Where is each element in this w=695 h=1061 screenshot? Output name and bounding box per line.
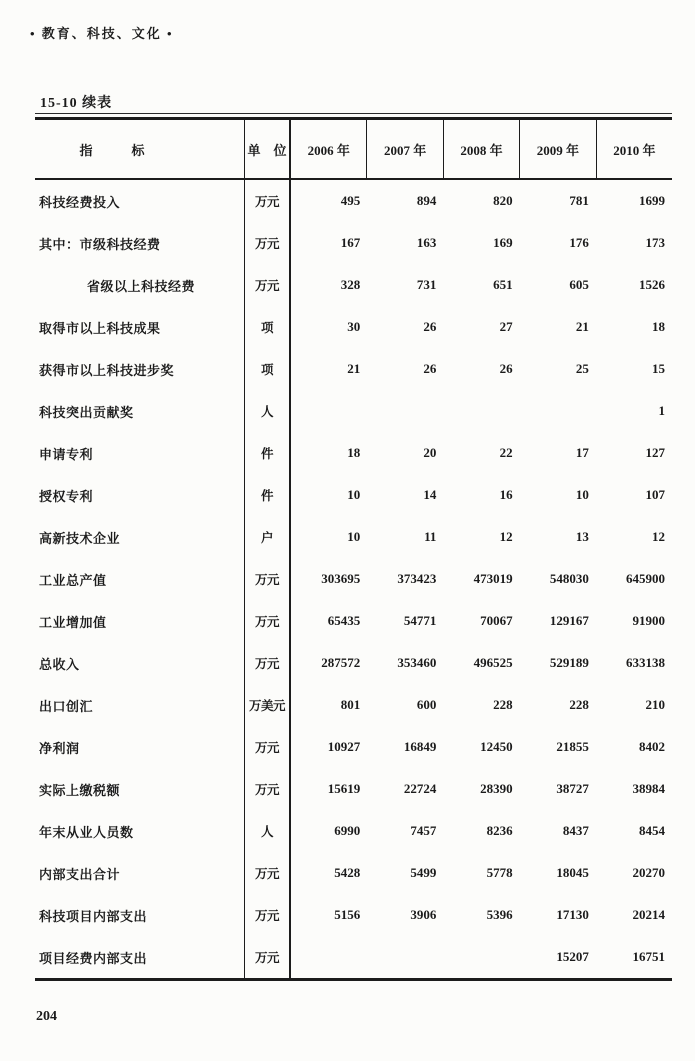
table-row <box>35 894 672 936</box>
value-cell: 605 <box>569 277 589 292</box>
unit-cell: 万美元 <box>245 684 291 726</box>
table-row <box>35 600 672 642</box>
value-cell: 1 <box>658 403 666 418</box>
value-cell: 26 <box>423 319 437 334</box>
table-row <box>35 936 672 978</box>
value-cell: 8437 <box>562 823 589 838</box>
table-row <box>35 180 672 222</box>
value-cell: 16 <box>499 487 513 502</box>
value-cell: 17 <box>575 445 589 460</box>
value-cell: 10 <box>347 487 361 502</box>
value-cell: 65435 <box>327 613 361 628</box>
table-row <box>35 768 672 810</box>
value-cell: 5428 <box>334 865 361 880</box>
indicator-cell: 科技项目内部支出 <box>35 894 245 936</box>
value-cell: 495 <box>340 193 361 208</box>
value-cell: 5396 <box>486 907 513 922</box>
value-cell: 633138 <box>626 655 666 670</box>
value-cell: 228 <box>493 697 513 712</box>
table-title: 15-10 续表 <box>40 96 113 111</box>
value-cell: 22 <box>499 445 513 460</box>
value-cell: 820 <box>493 193 513 208</box>
value-cell: 176 <box>569 235 589 250</box>
header-unit: 单 位 <box>245 120 291 178</box>
value-cell: 529189 <box>549 655 589 670</box>
table-row <box>35 684 672 726</box>
value-cell: 169 <box>493 235 513 250</box>
unit-cell: 项 <box>245 348 291 390</box>
value-cell: 38984 <box>632 781 666 796</box>
indicator-cell: 科技经费投入 <box>35 180 245 222</box>
unit-cell: 万元 <box>245 936 291 978</box>
value-cell <box>443 936 519 978</box>
value-cell: 21 <box>347 361 361 376</box>
indicator-cell: 授权专利 <box>35 474 245 516</box>
value-cell: 5778 <box>486 865 513 880</box>
value-cell: 15619 <box>327 781 361 796</box>
value-cell: 894 <box>416 193 437 208</box>
value-cell: 1699 <box>639 193 666 208</box>
unit-cell: 户 <box>245 516 291 558</box>
value-cell: 8454 <box>639 823 666 838</box>
header-year-2006: 2006 年 <box>291 120 367 178</box>
value-cell: 731 <box>416 277 437 292</box>
unit-cell: 万元 <box>245 222 291 264</box>
value-cell: 18 <box>652 319 666 334</box>
header-year-2010: 2010 年 <box>613 142 656 158</box>
indicator-cell: 出口创汇 <box>35 684 245 726</box>
value-cell: 353460 <box>397 655 437 670</box>
table-row <box>35 810 672 852</box>
value-cell: 163 <box>416 235 437 250</box>
unit-cell: 万元 <box>245 600 291 642</box>
indicator-cell: 内部支出合计 <box>35 852 245 894</box>
value-cell: 15207 <box>556 949 589 964</box>
table-row <box>35 726 672 768</box>
value-cell: 8236 <box>486 823 513 838</box>
value-cell: 16751 <box>632 949 666 964</box>
unit-cell: 万元 <box>245 180 291 222</box>
value-cell: 228 <box>569 697 589 712</box>
value-cell: 210 <box>645 697 666 712</box>
value-cell: 20 <box>423 445 437 460</box>
value-cell <box>291 936 367 978</box>
value-cell: 107 <box>645 487 666 502</box>
indicator-cell: 项目经费内部支出 <box>35 936 245 978</box>
value-cell: 21855 <box>556 739 589 754</box>
table-row <box>35 558 672 600</box>
value-cell: 12 <box>499 529 513 544</box>
value-cell: 651 <box>493 277 513 292</box>
indicator-cell: 申请专利 <box>35 432 245 474</box>
value-cell: 22724 <box>403 781 437 796</box>
value-cell: 21 <box>575 319 589 334</box>
table-row <box>35 474 672 516</box>
unit-cell: 项 <box>245 306 291 348</box>
value-cell: 6990 <box>334 823 361 838</box>
value-cell: 91900 <box>632 613 666 628</box>
value-cell: 17130 <box>556 907 589 922</box>
indicator-cell: 工业增加值 <box>35 600 245 642</box>
value-cell: 70067 <box>480 613 513 628</box>
unit-cell: 件 <box>245 432 291 474</box>
header-year-2009: 2009 年 <box>520 120 596 178</box>
indicator-cell: 科技突出贡献奖 <box>35 390 245 432</box>
table-row <box>35 390 672 432</box>
value-cell <box>443 390 519 432</box>
header-indicator: 指 标 <box>35 120 245 178</box>
indicator-cell: 实际上缴税额 <box>35 768 245 810</box>
unit-cell: 万元 <box>245 726 291 768</box>
unit-cell: 万元 <box>245 894 291 936</box>
table-header-row <box>35 120 672 180</box>
value-cell: 373423 <box>397 571 437 586</box>
value-cell: 7457 <box>410 823 437 838</box>
indicator-cell: 高新技术企业 <box>35 516 245 558</box>
value-cell <box>367 390 443 432</box>
header-year-2008: 2008 年 <box>444 120 520 178</box>
value-cell: 54771 <box>403 613 437 628</box>
indicator-cell: 获得市以上科技进步奖 <box>35 348 245 390</box>
table-row <box>35 264 672 306</box>
unit-cell: 人 <box>245 390 291 432</box>
value-cell: 26 <box>499 361 513 376</box>
indicator-cell: 年末从业人员数 <box>35 810 245 852</box>
running-head: • 教育、科技、文化 • <box>30 26 174 41</box>
value-cell: 15 <box>652 361 666 376</box>
value-cell: 328 <box>340 277 361 292</box>
indicator-cell: 省级以上科技经费 <box>35 264 245 306</box>
page-number: 204 <box>36 1009 57 1024</box>
value-cell: 173 <box>645 235 666 250</box>
table-row <box>35 306 672 348</box>
value-cell: 18 <box>347 445 361 460</box>
table-row <box>35 852 672 894</box>
value-cell: 1526 <box>639 277 666 292</box>
value-cell: 129167 <box>549 613 589 628</box>
value-cell: 5499 <box>410 865 437 880</box>
value-cell: 167 <box>340 235 361 250</box>
unit-cell: 件 <box>245 474 291 516</box>
value-cell: 548030 <box>549 571 589 586</box>
value-cell: 12 <box>652 529 666 544</box>
value-cell <box>367 936 443 978</box>
value-cell: 26 <box>423 361 437 376</box>
table-row <box>35 432 672 474</box>
table-row <box>35 348 672 390</box>
indicator-cell: 其中：市级科技经费 <box>35 222 245 264</box>
unit-cell: 万元 <box>245 558 291 600</box>
unit-cell: 万元 <box>245 852 291 894</box>
value-cell: 27 <box>499 319 513 334</box>
value-cell: 28390 <box>480 781 513 796</box>
value-cell <box>291 390 367 432</box>
header-year-2007: 2007 年 <box>367 120 443 178</box>
value-cell: 473019 <box>473 571 513 586</box>
table-body <box>35 180 672 978</box>
value-cell: 8402 <box>639 739 666 754</box>
value-cell: 10 <box>575 487 589 502</box>
table-row <box>35 222 672 264</box>
unit-cell: 万元 <box>245 642 291 684</box>
value-cell: 496525 <box>473 655 513 670</box>
value-cell: 18045 <box>556 865 589 880</box>
value-cell: 13 <box>575 529 589 544</box>
unit-cell: 万元 <box>245 264 291 306</box>
statistics-table <box>35 117 672 981</box>
value-cell: 20270 <box>632 865 666 880</box>
indicator-cell: 取得市以上科技成果 <box>35 306 245 348</box>
value-cell <box>520 390 596 432</box>
value-cell: 600 <box>416 697 437 712</box>
indicator-cell: 工业总产值 <box>35 558 245 600</box>
value-cell: 20214 <box>632 907 666 922</box>
value-cell: 10 <box>347 529 361 544</box>
value-cell: 38727 <box>556 781 589 796</box>
unit-cell: 人 <box>245 810 291 852</box>
value-cell: 781 <box>569 193 589 208</box>
value-cell: 3906 <box>410 907 437 922</box>
value-cell: 25 <box>575 361 589 376</box>
value-cell: 30 <box>347 319 361 334</box>
indicator-cell: 总收入 <box>35 642 245 684</box>
table-top-thin-rule <box>35 113 672 114</box>
value-cell: 10927 <box>327 739 361 754</box>
value-cell: 14 <box>423 487 437 502</box>
value-cell: 801 <box>340 697 361 712</box>
unit-cell: 万元 <box>245 768 291 810</box>
value-cell: 127 <box>645 445 666 460</box>
value-cell: 16849 <box>403 739 437 754</box>
table-row <box>35 642 672 684</box>
value-cell: 12450 <box>480 739 513 754</box>
value-cell: 645900 <box>626 571 666 586</box>
value-cell: 287572 <box>321 655 361 670</box>
table-row <box>35 516 672 558</box>
value-cell: 5156 <box>334 907 361 922</box>
value-cell: 11 <box>424 529 437 544</box>
value-cell: 303695 <box>321 571 361 586</box>
indicator-cell: 净利润 <box>35 726 245 768</box>
